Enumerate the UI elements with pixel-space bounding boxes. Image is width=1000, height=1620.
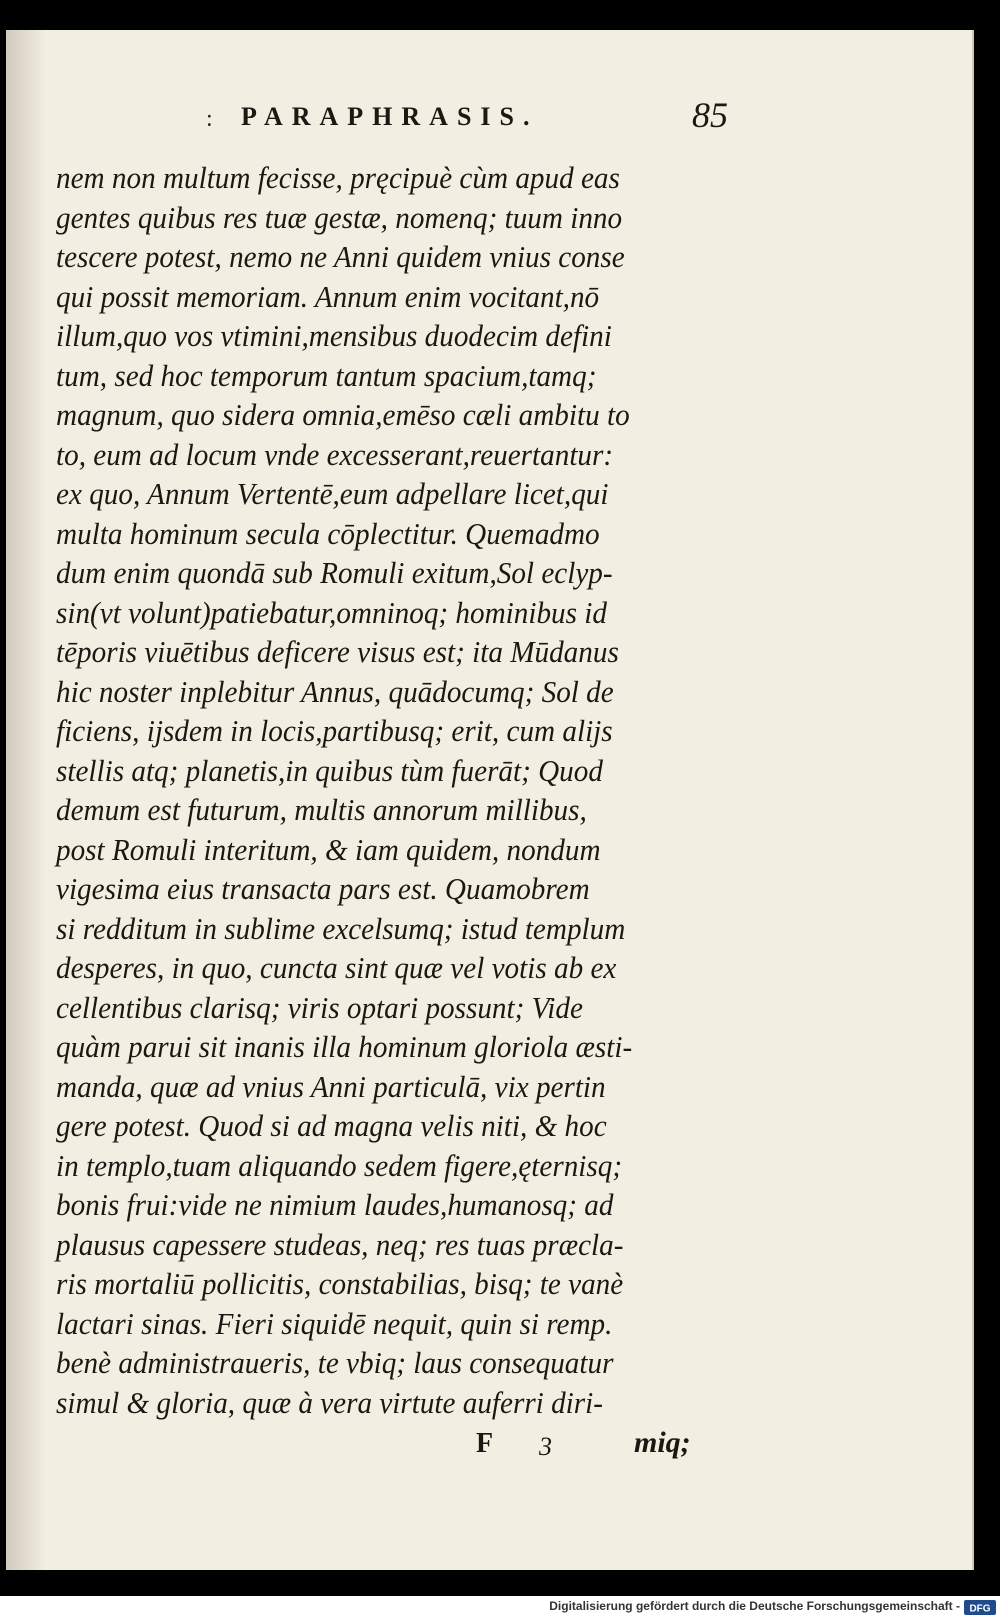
text-line: lactari sinas. Fieri siquidē nequit, quin si remp.: [56, 1305, 613, 1341]
text-line: manda, quæ ad vnius Anni particulā, vix pertin: [56, 1068, 606, 1104]
text-line: simul & gloria, quæ à vera virtute auferri diri-: [56, 1384, 603, 1420]
credit-bar: [0, 1596, 1000, 1620]
catchword: miq;: [634, 1426, 691, 1459]
text-line: cellentibus clarisq; viris optari possunt; Vide: [56, 989, 583, 1025]
signature-mark: F: [476, 1428, 494, 1459]
text-line: bonis frui:vide ne nimium laudes,humanosq; ad: [56, 1187, 614, 1222]
body-text: [56, 158, 736, 1422]
text-line: tum, sed hoc temporum tantum spacium,tamq;: [56, 357, 597, 393]
text-line: ficiens, ijsdem in locis,partibusq; erit, cum alijs: [56, 713, 613, 748]
running-head: [6, 95, 972, 148]
text-line: vigesima eius transacta pars est. Quamobrem: [56, 871, 590, 906]
text-line: benè administraueris, te vbiq; laus consequatur: [56, 1345, 614, 1380]
text-line: tēporis viuētibus deficere visus est; ita Mūdanus: [56, 634, 619, 669]
text-line: desperes, in quo, cuncta sint quæ vel votis ab ex: [56, 950, 617, 985]
running-head-title: PARAPHRASIS.: [241, 102, 539, 131]
text-line: sin(vt volunt)patiebatur,omninoq; hominibus id: [56, 594, 607, 630]
text-line: nem non multum fecisse, pręcipuè cùm apud eas: [56, 160, 620, 195]
text-line: stellis atq; planetis,in quibus tùm fuerāt; Quod: [56, 752, 603, 788]
text-line: to, eum ad locum vnde excesserant,reuertantur:: [56, 436, 614, 472]
gutter-shadow: [6, 30, 46, 1570]
funding-credit: Digitalisierung gefördert durch die Deutsche Forschungsgemeinschaft -: [549, 1599, 960, 1613]
text-line: gentes quibus res tuæ gestæ, nomenq; tuum inno: [56, 199, 623, 235]
running-head-mark: :: [206, 106, 213, 132]
text-line: gere potest. Quod si ad magna velis niti, & hoc: [56, 1108, 607, 1143]
text-line: multa hominum secula cōplectitur. Quemadmo: [56, 515, 600, 551]
dfg-logo-text: DFG: [969, 1603, 991, 1615]
text-line: qui possit memoriam. Annum enim vocitant,nō: [56, 278, 600, 314]
text-line: hic noster inplebitur Annus, quādocumq; Sol de: [56, 673, 614, 709]
text-line: in templo,tuam aliquando sedem figere,ęternisq;: [56, 1147, 623, 1183]
dfg-logo-icon: [964, 1600, 996, 1615]
text-line: ris mortaliū pollicitis, constabilias, bisq; te vanè: [56, 1266, 624, 1301]
signature-number: 3: [539, 1432, 552, 1461]
text-line: plausus capessere studeas, neq; res tuas præcla-: [56, 1226, 624, 1262]
text-line: illum,quo vos vtimini,mensibus duodecim defini: [56, 318, 612, 353]
text-line: magnum, quo sidera omnia,emēso cæli ambitu to: [56, 397, 630, 432]
page-number: 85: [692, 95, 728, 135]
text-line: dum enim quondā sub Romuli exitum,Sol eclyp-: [56, 555, 613, 590]
text-line: tescere potest, nemo ne Anni quidem vnius conse: [56, 239, 625, 274]
book-page: [6, 30, 974, 1570]
text-line: demum est futurum, multis annorum millibus,: [56, 792, 587, 827]
text-line: post Romuli interitum, & iam quidem, nondum: [56, 831, 601, 867]
text-line: si redditum in sublime excelsumq; istud templum: [56, 910, 626, 946]
text-line: ex quo, Annum Vertentē,eum adpellare licet,qui: [56, 476, 609, 511]
text-line: quàm parui sit inanis illa hominum gloriola æsti-: [56, 1029, 633, 1064]
